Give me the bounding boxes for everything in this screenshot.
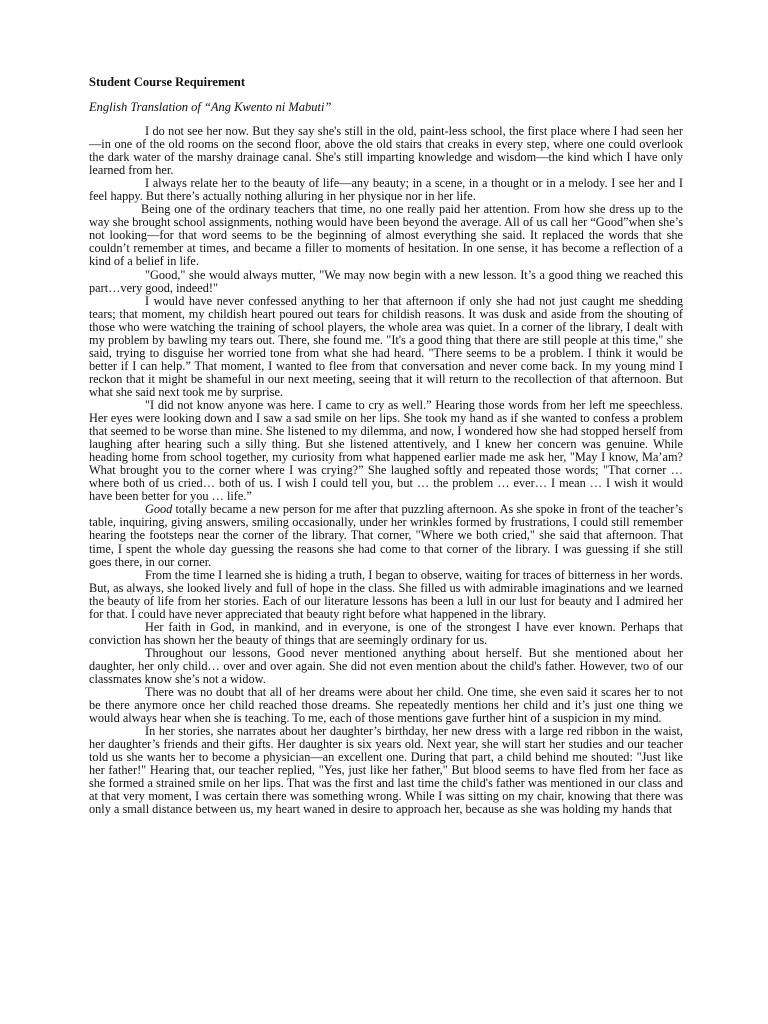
paragraph-12: In her stories, she narrates about her daughter’s birthday, her new dress with a large red ribbon in the waist, her daughter’s friends and their gifts. Her daughter is six years old. Next year, she will start her studies and our teacher told us she wants her to become a physician—an excellent one. During that part, a child behind me shouted: "Just like her father!" Hearing that, our teacher replied, "Yes, just like her father," But blood seems to have fled from her face as she formed a strained smile on her lips. That was the first and last time the child's father was mentioned in our class and at that very moment, I was certain there was something wrong. While I was sitting on my chair, knowing that there was only a small distance between us, my heart waned in desire to approach her, because as she was holding my hands that [89,724,683,817]
paragraph-11: There was no doubt that all of her dreams were about her child. One time, she even said it scares her to not be there anymore once her child reached those dreams. She repeatedly mentions her child and it’s just one thing we would always hear when she is teaching. To me, each of those mentions gave further hint of a suspicion in my mind. [89,685,683,726]
document-page [89,74,683,816]
paragraph-4: "Good," she would always mutter, "We may now begin with a new lesson. It’s a good thing we reached this part…very good, indeed!" [89,267,683,295]
document-body [89,125,683,816]
paragraph-5: I would have never confessed anything to her that afternoon if only she had not just caught me shedding tears; that moment, my childish heart poured out tears for childish reasons. It was dusk and aside from the shouting of those who were watching the training of school players, the whole area was quiet. In a corner of the library, I dealt with my problem by bawling my tears out. There, she found me. "It's a good thing that there are still people at this time," she said, trying to disguise her worried tone from what she had heard. "There seems to be a problem. I think it would be better if I can help.” That moment, I wanted to flee from that conversation and never come back. In my young mind I reckon that it might be shameful in our next meeting, seeing that it will return to the recollection of that afternoon. But what she said next took me by surprise. [89,293,683,399]
document-title: Student Course Requirement [89,75,246,89]
paragraph-7-text: totally became a new person for me after that puzzling afternoon. As she spoke in front of the teacher’s table, inquiring, giving answers, smiling occasionally, under her wrinkles formed by frustrations, I could still remember hearing the footsteps near the corner of the library. That corner, "Where we both cried," she said that afternoon. That time, I spent the whole day guessing the reasons she had come to that corner of the library. I was guessing if she still goes there, in our corner. [89,502,684,569]
paragraph-9: Her faith in God, in mankind, and in everyone, is one of the strongest I have ever known. Perhaps that conviction has shown her the beauty of things that are seemingly ordinary for us. [89,619,683,647]
paragraph-6: "I did not know anyone was here. I came to cry as well.” Hearing those words from her left me speechless. Her eyes were looking down and I saw a sad smile on her lips. She took my hand as if she wanted to confess a problem that seemed to be worse than mine. She listened to my dilemma, and now, I wondered how she had stopped herself from laughing after hearing such a silly thing. But she listened attentively, and I knew her concern was genuine. While heading home from school together, my curiosity from what happened earlier made me ask her, "May I know, Ma’am? What brought you to the corner where I was crying?” She laughed softly and repeated those words; "That corner …where both of us cried… both of us. I wish I could tell you, but … the problem … ever… I mean … I wish it would have been better for you … life.” [89,397,683,504]
paragraph-3: Being one of the ordinary teachers that time, no one really paid her attention. From how she dress up to the way she brought school assignments, nothing would have been beyond the average. All of us call her “Good”when she’s not looking—for that word seems to be the beginning of almost everything she said. It replaced the words that she couldn’t remember at times, and became a filler to moments of hesitation. In one sense, it has become a reflection of a kind of a belief in life. [89,202,683,269]
paragraph-7 [89,503,683,568]
document-subtitle: English Translation of “Ang Kwento ni Mabuti” [89,100,332,114]
paragraph-8: From the time I learned she is hiding a truth, I began to observe, waiting for traces of bitterness in her words. But, as always, she looked lively and full of hope in the class. She filled us with admirable imaginations and we learned the beauty of life from her stories. Each of our literature lessons has been a lull in our lust for beauty and I admired her for that. I could have never appreciated that beauty right before what happened in the library. [89,567,683,621]
paragraph-2: I always relate her to the beauty of life—any beauty; in a scene, in a thought or in a melody. I see her and I feel happy. But there’s actually nothing alluring in her physique nor in her life. [89,176,683,204]
paragraph-10: Throughout our lessons, Good never mentioned anything about herself. But she mentioned about her daughter, her only child… over and over again. She did not even mention about the child's father. However, two of our classmates know she’s not a widow. [89,645,683,686]
paragraph-1: I do not see her now. But they say she's still in the old, paint-less school, the first place where I had seen her—in one of the old rooms on the second floor, above the old stairs that creaks in every step, where one could overlook the dark water of the marshy drainage canal. She's still imparting knowledge and wisdom—the kind which I have only learned from her. [89,124,683,178]
emphasis-word: Good [145,502,173,517]
